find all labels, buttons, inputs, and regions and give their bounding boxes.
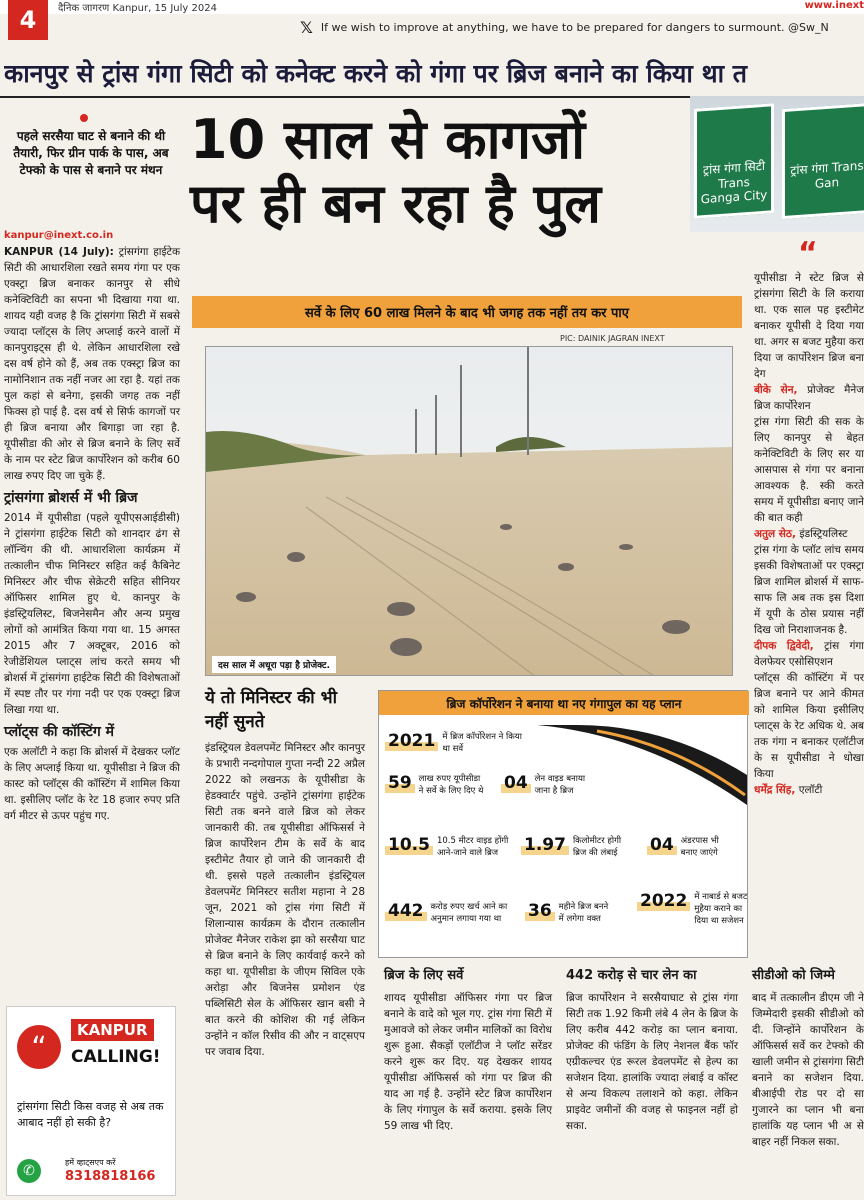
survey-heading: ब्रिज के लिए सर्वे bbox=[384, 968, 464, 983]
whatsapp-number: 8318818166 bbox=[65, 1169, 156, 1184]
website-url: www.inext bbox=[804, 0, 864, 11]
ceo-article bbox=[752, 968, 864, 1150]
callbox-question: ट्रांसगंगा सिटी किस वजह से अब तक आबाद नहीं हो सकी है? bbox=[17, 1100, 164, 1129]
left-para-1 bbox=[4, 244, 180, 484]
stat-text: में ब्रिज कॉर्पोरेशन ने किया था सर्वे bbox=[442, 732, 522, 754]
mid-article-heading: ये तो मिनिस्टर की भी नहीं सुनते bbox=[205, 688, 337, 732]
cost-article bbox=[566, 968, 738, 1134]
signboard-1: ट्रांस गंगा सिटी Trans Ganga City bbox=[694, 103, 774, 219]
stat-item bbox=[385, 773, 485, 797]
quote-ticker bbox=[300, 16, 864, 38]
stat-value: 04 bbox=[501, 773, 531, 793]
callbox-brand-1: KANPUR bbox=[71, 1019, 154, 1041]
stat-item bbox=[501, 773, 599, 797]
stat-text: में नाबार्ड से बजट मुहैया कराने का दिया था सजेशन bbox=[694, 892, 748, 926]
kicker-headline: कानपुर से ट्रांस गंगा सिटी को कनेक्ट करने को गंगा पर ब्रिज बनाने का किया था त bbox=[4, 59, 748, 88]
survey-body: शायद यूपीसीडा ऑफिसर गंगा पर ब्रिज बनाने के वादे को भूल गए. ट्रांस गंगा सिटी में मुआवजे को लेकर जमीन मालिकों का विरोध शुरू हुआ. सैकड़ों एलॉटीज ने प्लॉट सरेंडर करने शुरू कर दिए. यह देखकर शायद यूपीसीडा ऑफिसर्स को गंगा पर ब्रिज की याद आ गई है. उन्होंने स्टेट ब्रिज कार्पोरेशन के लिए गंगापुल के सर्वे कराया. इसके लिए 59 लाख भी दिए. bbox=[384, 992, 552, 1132]
site-photo bbox=[205, 346, 733, 676]
dateline: KANPUR (14 July): bbox=[4, 246, 114, 258]
left-para-3: एक अलॉटी ने कहा कि ब्रोशर्स में देखकर प्लॉट के लिए अप्लाई किया था. यूपीसीडा ने ब्रिज की कास्ट को प्लॉट्स की कॉस्टिंग में शामिल किया था. इसीलिए प्लॉट के रेट 18 हजार रुपए प्रति वर्ग मीटर से ऊपर पहुंच गए. bbox=[4, 746, 180, 822]
quote-4-author: धर्मेंद्र सिंह, bbox=[754, 784, 796, 796]
page-number: 4 bbox=[8, 0, 48, 40]
stat-value: 2022 bbox=[637, 891, 690, 911]
whatsapp-label: हमें व्हाट्सएप करें bbox=[65, 1158, 116, 1167]
cost-body: ब्रिज कार्पोरेशन ने सरसैयाघाट से ट्रांस गंगा सिटी तक 1.92 किमी लंबे 4 लेन के ब्रिज के लिए करीब 442 करोड़ का प्लान बनाया. प्रोजेक्ट की फंडिंग के लिए नेशनल बैंक फॉर एग्रीकल्चर एंड रूरल डेवलपमेंट से हेल्प का सजेशन दिया. हालांकि ज्यादा लंबाई व कॉस्ट से अन्य विकल्प तलाशने को कहा. लेकिन प्राइवेट जमीनों की वजह से फाइनल नहीं हो सका. bbox=[566, 992, 738, 1132]
quote-1-author: बीके सेन, bbox=[754, 384, 798, 396]
left-subhead-1: ट्रांसगंगा ब्रोशर्स में भी ब्रिज bbox=[4, 490, 138, 506]
x-logo-icon: 𝕏 bbox=[300, 17, 313, 37]
callbox-panel bbox=[6, 1006, 176, 1196]
stat-value: 36 bbox=[525, 901, 555, 921]
stat-value: 1.97 bbox=[521, 835, 569, 855]
sub-headline: सर्वे के लिए 60 लाख मिलने के बाद भी जगह तक नहीं तय कर पाए bbox=[192, 296, 742, 328]
signboard-photo bbox=[690, 96, 864, 232]
left-para-2: 2014 में यूपीसीडा (पहले यूपीएसआईडीसी) ने ट्रांसगंगा हाईटेक सिटी को शानदार ढंग से लॉन्चिंग की थी. आधारशिला कार्यक्रम में तत्कालीन चीफ मिनिस्टर सहित कई कैबिनेट मिनिस्टर और चीफ सेक्रेटरी सहित सीनियर ऑफिसर शामिल हुए थे. कानपुर के इंडस्ट्रियलिस्ट, बिजनेसमैन और अन्य प्रमुख लोगों को आमंत्रित किया गया था. 15 अगस्त 2015 और 7 अक्टूबर, 2016 को रेजीडेंशियल प्लाट्स लांच करते समय भी ब्रोशर्स में ट्रांसगंगा हाईटेक सिटी की विशेषताओं में स्पष्ट तौर पर गंगा नदी पर एक एक्स्ट्रा ब्रिज लिखा गया था. bbox=[4, 512, 180, 716]
kanpur-calling-box bbox=[6, 1006, 176, 1200]
stat-value: 59 bbox=[385, 773, 415, 793]
signboard-2: ट्रांस गंगा Trans Gan bbox=[782, 103, 864, 219]
stat-item bbox=[385, 835, 513, 859]
quote-2-role: इंडस्ट्रियलिस्ट bbox=[799, 528, 848, 540]
headline-line-1: 10 साल से कागजों bbox=[190, 108, 586, 171]
bridge-plan-infobox bbox=[378, 690, 748, 958]
quote-3-author: दीपक द्विवेदी, bbox=[754, 640, 814, 652]
quote-4: प्लॉट्स की कॉस्टिंग में पर ब्रिज बनाने पर आने कीमत को शामिल किया इसीलिए प्लाट्स के रेट अधिक थे. अब तक गंगा न बनाकर एलॉटीज के स यूपीसीडा ने धोखा किया bbox=[754, 672, 864, 780]
main-headline bbox=[190, 108, 690, 236]
quote-icon: “ bbox=[798, 236, 818, 271]
quote-1: यूपीसीडा ने स्टेट ब्रिज से ट्रांसगंगा सिटी के लि कराया था. एक साल पह इस्टीमेट बनाकर यूपीसी दे दिया गया था. अगर स बजट मुहैया करा दिया ज कार्पोरेशन ब्रिज बना देग bbox=[754, 272, 864, 380]
infobox-title: ब्रिज कॉर्पोरेशन ने बनाया था नए गंगापुल का यह प्लान bbox=[379, 691, 749, 715]
masthead: दैनिक जागरण Kanpur, 15 July 2024 bbox=[58, 3, 217, 14]
stat-item bbox=[385, 731, 522, 755]
stat-text: लाख रुपए यूपीसीडा ने सर्वे के लिए दिए थे bbox=[418, 774, 484, 796]
quote-3-role: ट्रांस गंगा वेलफेयर एसोसिएशन bbox=[754, 640, 864, 668]
stat-text: अंडरपास भी बनाए जाएंगे bbox=[680, 836, 719, 858]
quote-1-role: प्रोजेक्ट मैनेज ब्रिज कार्पोरेशन bbox=[754, 384, 864, 412]
stat-text: किलोमीटर होगी ब्रिज की लंबाई bbox=[572, 836, 622, 858]
cost-heading: 442 करोड़ से चार लेन का bbox=[566, 968, 697, 983]
stat-item bbox=[647, 835, 731, 859]
survey-article bbox=[384, 968, 552, 1134]
stat-value: 2021 bbox=[385, 731, 438, 751]
photo-caption: दस साल में अधूरा पड़ा है प्रोजेक्ट. bbox=[212, 656, 336, 673]
quote-2-author: अतुल सेठ, bbox=[754, 528, 796, 540]
bullet-dot bbox=[80, 114, 88, 122]
ticker-text: If we wish to improve at anything, we have to be prepared for dangers to surmount. @Sw_N bbox=[320, 20, 829, 34]
stat-item bbox=[637, 891, 752, 927]
left-para-1-text: ट्रांसगंगा हाईटेक सिटी की आधारशिला रखते समय गंगा पर एक एक्स्ट्रा ब्रिज बनाकर कानपुर से सीधे कनेक्टिविटी का सपना भी दिखाया गया था. शायद यही वजह है कि ट्रांसगंगा सिटी में सबसे ज्यादा प्लॉट्स के लिए अप्लाई करने वालों में कानपुराइट्स ही थे. लेकिन आधारशिला रखे दस वर्ष होने को हैं, अब तक एक्स्ट्रा ब्रिज का नामोनिशान तक नहीं नजर आ रहा है. यहां तक पुल कहां से बनेगा, इसकी जगह तक नहीं फिक्स हो पाई है. दस वर्ष से सिर्फ कागजों पर ही ब्रिज बनाया और बिगाड़ा जा रहा है. यूपीसीडा की ओर से ब्रिज बनाने के लिए सर्वे के नाम पर स्टेट ब्रिज कार्पोरेशन को करीब 60 लाख रुपए दिए जा चुके हैं. bbox=[4, 246, 181, 482]
stat-text: लेन वाइड बनाया जाना है ब्रिज bbox=[534, 774, 586, 796]
stat-text: करोड़ रुपए खर्च आने का अनुमान लगाया गया था bbox=[430, 902, 508, 924]
whatsapp-icon: ✆ bbox=[17, 1159, 41, 1183]
right-column bbox=[754, 270, 864, 798]
stat-item bbox=[385, 901, 511, 925]
headline-line-2: पर ही बन रहा है पुल bbox=[190, 172, 601, 235]
stat-value: 10.5 bbox=[385, 835, 433, 855]
photo-credit: PIC: DAINIK JAGRAN INEXT bbox=[560, 334, 665, 343]
stat-value: 04 bbox=[647, 835, 677, 855]
left-subhead-2: प्लॉट्स की कॉस्टिंग में bbox=[4, 724, 114, 740]
reporter-email: kanpur@inext.co.in bbox=[4, 230, 114, 241]
mid-article-body: इंडस्ट्रियल डेवलपमेंट मिनिस्टर और कानपुर के प्रभारी नन्दगोपाल गुप्ता नन्दी 22 अप्रैल 2022 को लखनऊ के यूपीसीडा के हेडक्वार्टर पहुंचे. उन्होंने ट्रांसगंगा हाईटेक सिटी तक बनने वाले ब्रिज को लेकर जानकारी की. तब यूपीसीडा ऑफिसर्स ने ब्रिज कार्पोरेशन टीम के सर्वे के बाद इस्टीमेट तैयार हो जाने की जानकारी दी थी. इससे पहले तत्कालीन इंडस्ट्रियल डेवलपमेंट मिनिस्टर सतीश महाना ने 28 जून, 2021 को ट्रांस गंगा सिटी में शिलान्यास कार्यक्रम के दौरान तत्कालीन प्रोजेक्ट मैनेजर राकेश झा को सरसैया घाट से ब्रिज बनाने के लिए कार्यवाई करने को कहा था. यूपीसीडा के जीएम सिविल एके अरोड़ा और बिजनेस प्रमोशन एंड पब्लिसिटी सेल के ऑफिसर खान बसी ने बात करने की कोशिश की गई लेकिन उन्होंने न कॉल रिसीव की और न वाट्सएप पर जवाब दिया. bbox=[205, 742, 365, 1058]
quote-icon: “ bbox=[17, 1025, 61, 1069]
ceo-body: बाद में तत्कालीन डीएम जी ने जिम्मेदारी इसकी सीडीओ को दी. जिन्होंने कार्पोरेशन के ऑफिसर्स सर्वे कर टेफ्को की खाली जमीन से ट्रांसगंगा सिटी बनाने का सजेशन दिया. बीआईपी रोड पर दो सा गुजारने का प्लान भी बना हालांकि यह प्लान भी अ से बाहर नहीं निकल सका. bbox=[752, 992, 864, 1148]
stat-text: 10.5 मीटर वाइड होंगी आने-जाने वाले ब्रिज bbox=[436, 836, 509, 858]
stat-value: 442 bbox=[385, 901, 427, 921]
deck-text: पहले सरसैया घाट से बनाने की थी तैयारी, फिर ग्रीन पार्क के पास, अब टेफ्को के पास से बनाने पर मंथन bbox=[13, 129, 169, 177]
quote-3: ट्रांस गंगा के प्लॉट लांच समय इसकी विशेषताओं पर एक्स्ट्रा ब्रिज शामिल ब्रोशर्स में साफ-साफ लि अब तक इस दिशा में यूपी के ठोस प्रयास नहीं दिख जो निराशाजनक है. bbox=[754, 544, 864, 636]
stat-text: महीने ब्रिज बनने में लगेगा वक्त bbox=[558, 902, 609, 924]
stat-item bbox=[521, 835, 635, 859]
left-column bbox=[4, 228, 180, 824]
stat-item bbox=[525, 901, 615, 925]
quote-2: ट्रांस गंगा सिटी की सक के लिए कानपुर से बेहत कनेक्टिविटी के लिए सर या आसपास से गंगा पर बनाना आवश्यक है. स्की करते समय में यूपीसीडा बनाए जाने की बात कही bbox=[754, 416, 864, 524]
ceo-heading: सीडीओ को जिम्मे bbox=[752, 968, 835, 983]
callbox-brand-2: CALLING! bbox=[71, 1047, 161, 1067]
quote-4-role: एलॉटी bbox=[798, 784, 823, 796]
